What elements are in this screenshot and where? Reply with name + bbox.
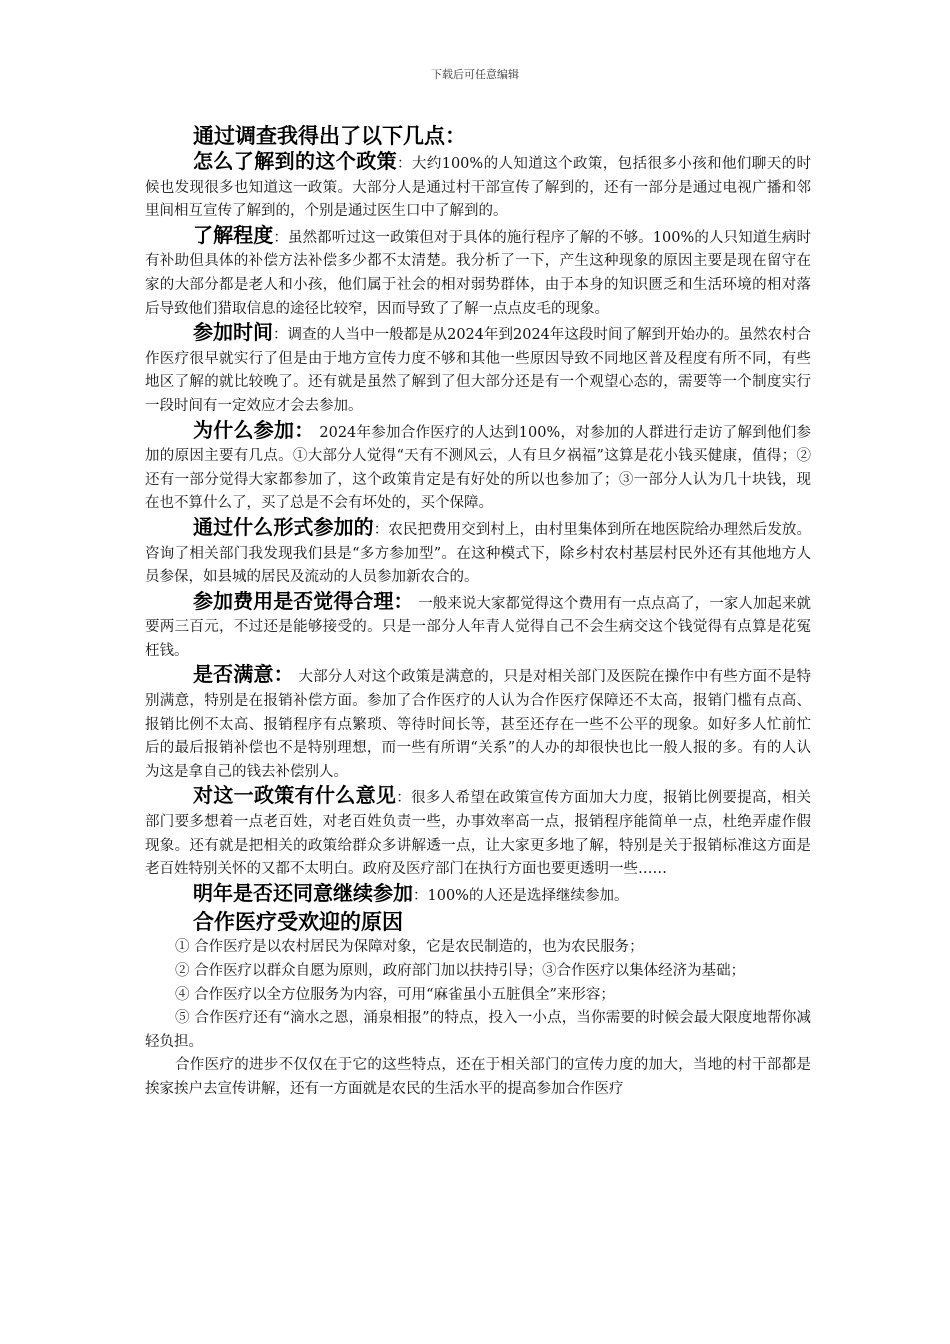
section-lead: 是否满意：	[193, 662, 294, 687]
section-text: 大部分人对这个政策是满意的，只是对相关部门及医院在操作中有些方面不是特别满意，特别是在报销补偿方面。参加了合作医疗的人认为合作医疗保障还不太高，报销门槛有点高、报销比例不太高、报销程序有点繁琐、等待时间长等，甚至还存在一些不公平的现象。如好多人忙前忙后的最后报销补偿也不是特别理想，而一些有所谓“关系”的人办的却很快也比一般人报的多。有的人认为这是拿自己的钱去补偿别人。	[145, 669, 812, 780]
section-text: ：农民把费用交到村上，由村里集体到所在地医院给办理然后发放。咨询了相关部门我发现我们县是“多方参加型”。在这种模式下，除乡村农村基层村民外还有其他地方人员参保，如县城的居民及流动的人员参加新农合的。	[145, 521, 812, 586]
section-understanding	[145, 224, 811, 321]
reason-item: ⑤ 合作医疗还有“滴水之恩，涌泉相报”的特点，投入一小点，当你需要的时候会最大限度地帮你减轻负担。	[145, 1010, 811, 1050]
section-how-known	[145, 150, 811, 224]
section-continue	[145, 882, 811, 909]
section-text: 一般来说大家都觉得这个费用有一点点高了，一家人加起来就要两三百元，不过还是能够接受的。只是一部分人年青人觉得自己不会生病交这个钱觉得有点算是花冤枉钱。	[145, 595, 812, 659]
section-lead: 对这一政策有什么意见	[193, 783, 397, 808]
section-text: ：虽然都听过这一政策但对于具体的施行程序了解的不够。100%的人只知道生病时有补助但具体的补偿方法补偿多少都不太清楚。我分析了一下，产生这种现象的原因主要是现在留守在家的大部分都是老人和小孩，他们属于社会的相对弱势群体，由于本身的知识匮乏和生活环境的相对落后导致他们猎取信息的途径比较窄，因而导致了了解一点点皮毛的现象。	[145, 229, 811, 317]
section-text: ：调查的人当中一般都是从2024年到2024年这段时间了解到开始办的。虽然农村合作医疗很早就实行了但是由于地方宣传力度不够和其他一些原因导致不同地区普及程度有所不同，有些地区了解的就比较晚了。还有就是虽然了解到了但大部分还是有一个观望心态的，需要等一个制度实行一段时间有一定效应才会去参加。	[145, 327, 811, 414]
section-join-form	[145, 516, 811, 590]
section-lead: 参加时间	[193, 320, 274, 345]
section-lead: 参加费用是否觉得合理：	[193, 588, 414, 613]
closing-paragraph: 合作医疗的进步不仅仅在于它的这些特点，还在于相关部门的宣传力度的加大，当地的村干部都是挨家挨户去宣传讲解，还有一方面就是农民的生活水平的提高参加合作医疗	[145, 1057, 811, 1097]
section-text: ：大约100%的人知道这个政策，包括很多小孩和他们聊天的时候也发现很多也知道这一政策。大部分人是通过村干部宣传了解到的，还有一部分是通过电视广播和邻里间相互宣传了解到的，个别是通过医生口中了解到的。	[145, 156, 812, 220]
header-note: 下载后可任意编辑	[431, 68, 519, 81]
section-lead: 了解程度	[193, 222, 274, 247]
section-lead: 明年是否还同意继续参加	[193, 880, 413, 905]
section-why-join	[145, 419, 811, 516]
section-lead: 怎么了解到的这个政策	[193, 149, 398, 173]
reason-item: ④ 合作医疗以全方位服务为内容，可用“麻雀虽小五脏俱全”来形容；	[175, 986, 615, 1003]
section-satisfaction	[145, 663, 811, 784]
section-join-time	[145, 321, 811, 418]
section-opinions	[145, 784, 811, 881]
section-text: 2024年参加合作医疗的人达到100%，对参加的人群进行走访了解到他们参加的原因主要有几点。①大部分人觉得“天有不测风云，人有旦夕祸福”这算是花小钱买健康，值得；②还有一部分觉得大家都参加了，这个政策肯定是有好处的所以也参加了；③一部分人认为几十块钱，现在也不算什么了，买了总是不会有坏处的，买个保障。	[145, 424, 812, 512]
reason-item: ① 合作医疗是以农村居民为保障对象，它是农民制造的，也为农民服务；	[175, 939, 644, 956]
reason-item: ② 合作医疗以群众自愿为原则，政府部门加以扶持引导；③合作医疗以集体经济为基础；	[175, 963, 746, 979]
section-text: ：100%的人还是选择继续参加。	[413, 887, 629, 904]
document-body	[145, 122, 811, 1102]
section-text: ：很多人希望在政策宣传方面加大力度，报销比例要提高，相关部门要多想着一点老百姓，对老百姓负责一些，办事效率高一点，报销程序能简单一点，杜绝弄虚作假现象。还有就是把相关的政策给群众多讲解透一点，让大家更多地了解，特别是关于报销标准这方面是老百姓特别关怀的又都不太明白。政府及医疗部门在执行方面也要更透明一些……	[145, 790, 812, 878]
reasons-title: 合作医疗受欢迎的原因	[193, 910, 403, 935]
section-lead: 通过什么形式参加的	[193, 514, 374, 539]
section-fee-reasonable	[145, 590, 811, 664]
page-title: 通过调查我得出了以下几点：	[193, 124, 466, 148]
section-lead: 为什么参加：	[193, 417, 315, 442]
